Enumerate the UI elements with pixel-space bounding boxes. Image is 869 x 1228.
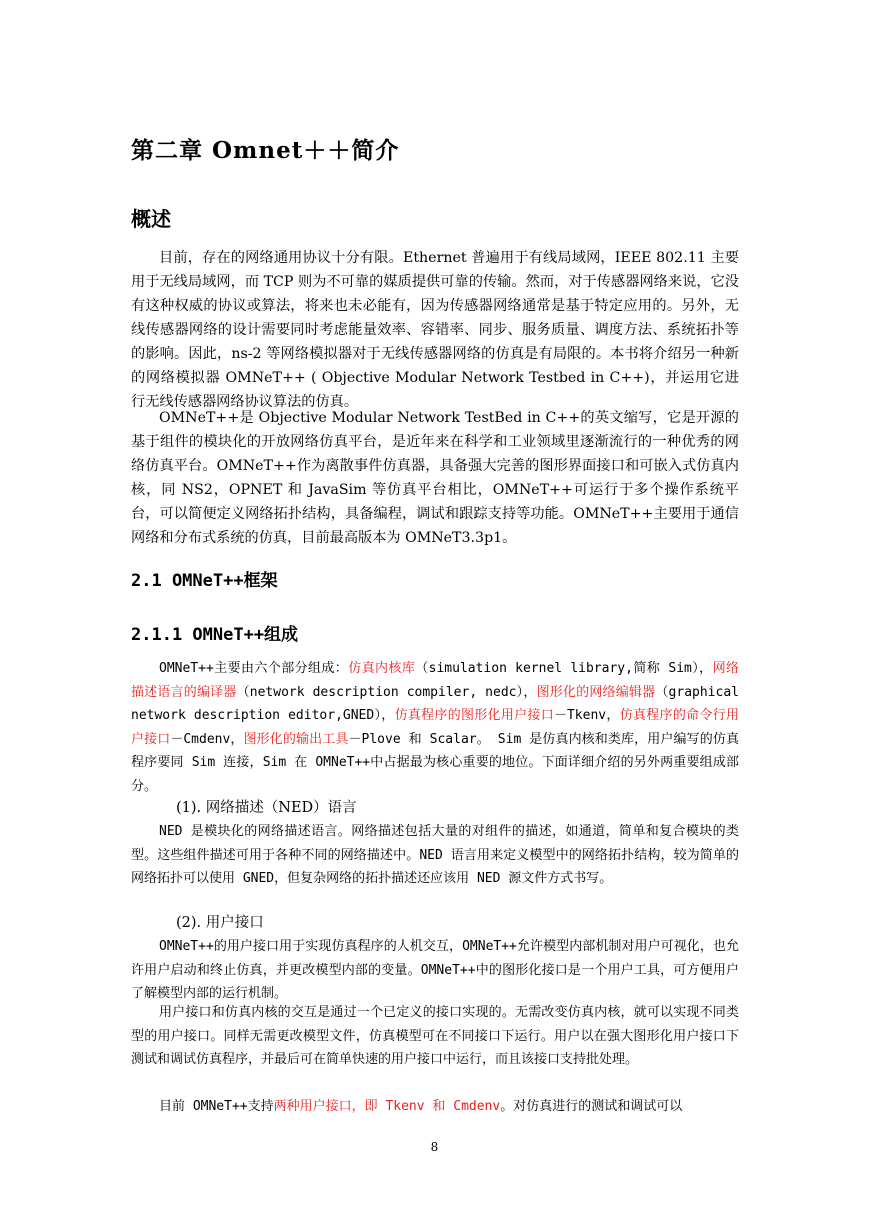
- comp-text-1: OMNeT++主要由六个部分组成：: [159, 661, 349, 676]
- last-highlight-interfaces: 两种用户接口，即 Tkenv 和 Cmdenv: [273, 1099, 501, 1114]
- last-text-1: 目前 OMNeT++支持: [159, 1099, 274, 1114]
- components-paragraph: [131, 657, 739, 799]
- overview-paragraph-2: OMNeT++是 Objective Modular Network TestBed in C++的英文缩写，它是开源的基于组件的模块化的开放网络仿真平台，是近年来在科学和工业领域里逐渐流行的一种优秀的网络仿真平台。OMNeT++作为离散事件仿真器，具备强大完善的图形界面接口和可嵌入式仿真内核，同 NS2，OPNET 和 JavaSim 等仿真平台相比，OMNeT++可运行于多个操作系统平台，可以简便定义网络拓扑结构，具备编程，调试和跟踪支持等功能。OMNeT++主要用于通信网络和分布式系统的仿真，目前最高版本为 OMNeT3.3p1。: [131, 410, 739, 546]
- comp-text-7: －Plove 和 Scalar。 Sim 是仿真内核和类库，用户编写的仿真程序要同 Sim 连接，Sim 在 OMNeT++中占据最为核心重要的地位。下面详细介绍的另外两重要组成部分。: [131, 731, 739, 794]
- last-text-2: 。对仿真进行的测试和调试可以: [500, 1099, 683, 1114]
- comp-highlight-ned-compiler: 网络描述语言的编译器: [131, 661, 739, 700]
- subsection-ui-title: (2). 用户接口: [176, 915, 264, 931]
- ned-paragraph: NED 是模块化的网络描述语言。网络描述包括大量的对组件的描述，如通道，简单和复合模块的类型。这些组件描述可用于各种不同的网络描述中。NED 语言用来定义模型中的网络拓扑结构，较为简单的网络拓扑可以使用 GNED，但复杂网络的拓扑描述还应该用 NED 源文件方式书写。: [131, 824, 739, 887]
- overview-heading: 概述: [131, 207, 171, 231]
- last-paragraph: [131, 1095, 739, 1119]
- ui-paragraph-2: 用户接口和仿真内核的交互是通过一个已定义的接口实现的。无需改变仿真内核，就可以实现不同类型的用户接口。同样无需更改模型文件，仿真模型可在不同接口下运行。用户以在强大图形化用户接口下测试和调试仿真程序，并最后可在简单快速的用户接口中运行，而且该接口支持批处理。: [131, 1005, 739, 1068]
- comp-text-4: （graphical network description editor,GNED），: [131, 684, 739, 724]
- comp-highlight-tkenv: 仿真程序的图形化用户接口: [394, 708, 554, 724]
- ui-paragraph-1: OMNeT++的用户接口用于实现仿真程序的人机交互，OMNeT++允许模型内部机制对用户可视化，也允许用户启动和终止仿真，并更改模型内部的变量。OMNeT++中的图形化接口是一个用户工具，可方便用户了解模型内部的运行机制。: [131, 939, 739, 1002]
- comp-text-5: －Tkenv，: [553, 708, 620, 724]
- comp-text-3: （network description compiler, nedc），: [236, 684, 537, 700]
- comp-highlight-gned: 图形化的网络编辑器: [536, 684, 656, 700]
- comp-highlight-sim-kernel: 仿真内核库: [348, 661, 416, 676]
- comp-text-2: （simulation kernel library,简称 Sim），: [415, 661, 713, 676]
- comp-text-6: －Cmdenv，: [170, 731, 244, 747]
- overview-paragraph-1: 目前，存在的网络通用协议十分有限。Ethernet 普遍用于有线局域网，IEEE 802.11 主要用于无线局域网，而 TCP 则为不可靠的媒质提供可靠的传输。然而，对于传感器网络来说，它没有这种权威的协议或算法，将来也未必能有，因为传感器网络通常是基于特定应用的。另外，无线传感器网络的设计需要同时考虑能量效率、容错率、同步、服务质量、调度方法、系统拓扑等的影响。因此，ns-2 等网络模拟器对于无线传感器网络的仿真是有局限的。本书将介绍另一种新的网络模拟器 OMNeT++ ( Objective Modular Network Testbed in C++)，并运用它进行无线传感器网络协议算法的仿真。: [131, 250, 739, 410]
- section-2-1-1-heading: 2.1.1 OMNeT++组成: [131, 625, 299, 645]
- chapter-title: 第二章 Omnet＋＋简介: [131, 137, 400, 164]
- comp-highlight-cmdenv: 仿真程序的命令行用户接口: [131, 708, 739, 747]
- subsection-ned-title: (1). 网络描述（NED）语言: [176, 800, 357, 816]
- comp-highlight-output-tool: 图形化的输出工具: [243, 731, 349, 747]
- section-2-1-heading: 2.1 OMNeT++框架: [131, 571, 278, 591]
- page-number: 8: [430, 1140, 439, 1154]
